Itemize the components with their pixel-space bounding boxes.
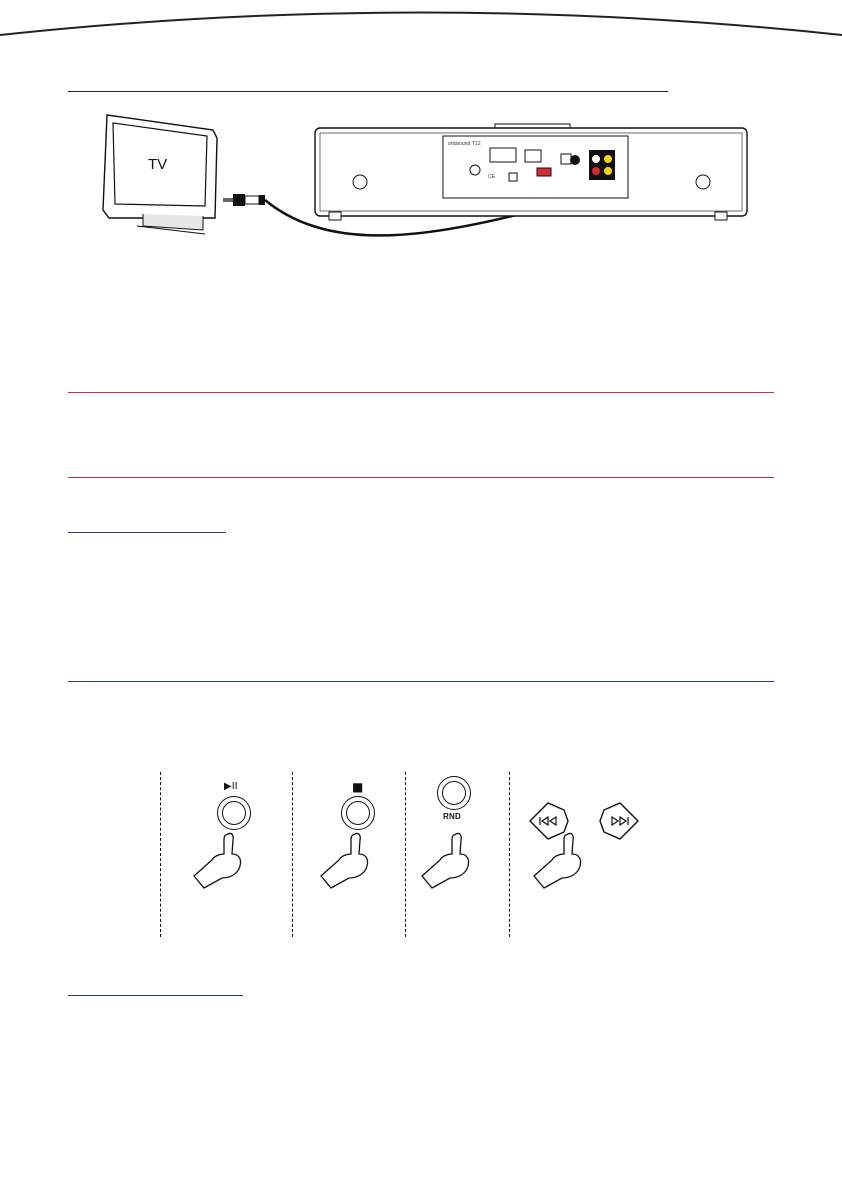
audio-jack-plug-icon (223, 194, 265, 206)
heading-underline-1 (68, 532, 226, 533)
device-brand-label: ortdsound (448, 141, 471, 147)
device-model-label: T12 (472, 141, 481, 147)
stop-icon: ■ (352, 780, 364, 794)
heading-underline-2 (68, 995, 243, 996)
device-rear-panel (315, 124, 747, 220)
play-pause-icon: ▶II (224, 781, 238, 792)
random-button[interactable] (437, 776, 471, 810)
red-rule-1 (68, 392, 774, 393)
tv-connection-figure (95, 108, 755, 248)
page-corner-arc (0, 0, 842, 60)
tv-label: TV (148, 156, 168, 173)
device-cert-label: CE (488, 174, 495, 180)
hand-pointer-icon (530, 830, 590, 892)
blue-rule (68, 681, 774, 682)
column-divider-3 (405, 772, 406, 937)
section-rule-top (68, 91, 668, 92)
play-pause-button[interactable] (217, 796, 251, 830)
column-divider-2 (292, 772, 293, 937)
red-rule-2 (68, 477, 774, 478)
column-divider-1 (160, 772, 161, 937)
hand-pointer-icon (418, 830, 478, 892)
hand-pointer-icon (190, 830, 250, 892)
stop-button[interactable] (341, 796, 375, 830)
next-track-icon[interactable] (596, 798, 642, 844)
random-label: RND (443, 812, 461, 821)
tv-icon (103, 115, 217, 234)
column-divider-4 (509, 772, 510, 937)
hand-pointer-icon (317, 830, 377, 892)
